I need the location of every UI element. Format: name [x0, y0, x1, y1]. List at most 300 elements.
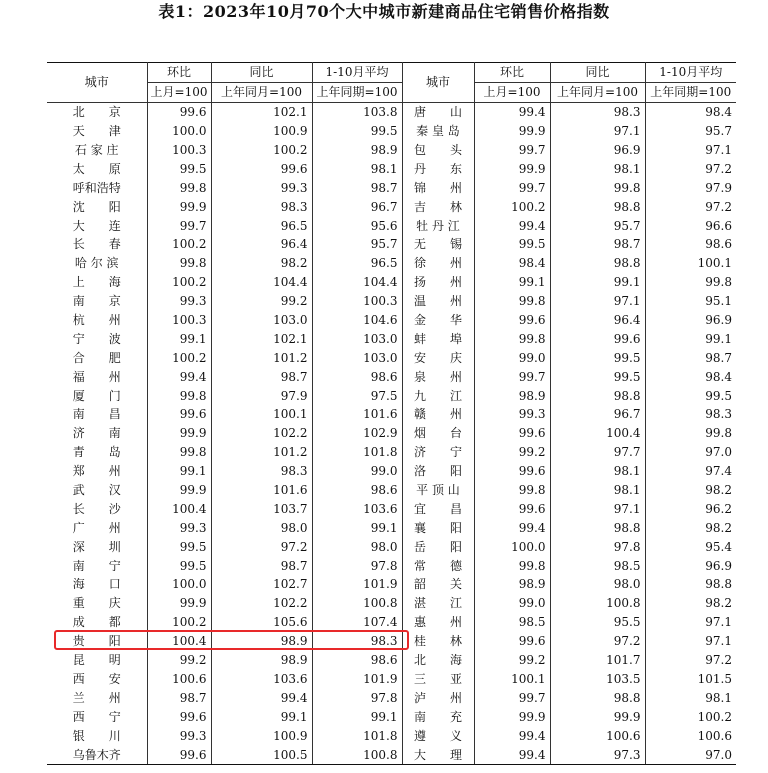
table-row [47, 254, 736, 273]
mom-value: 99.6 [474, 499, 550, 518]
yoy-value: 95.7 [550, 216, 645, 235]
table-row [47, 197, 736, 216]
avg-value: 98.4 [645, 367, 736, 386]
city-name: 昆 明 [72, 653, 121, 668]
avg-header-1: 1-10月平均 [312, 63, 402, 83]
avg-value: 101.9 [312, 670, 402, 689]
mom-value: 99.3 [474, 405, 550, 424]
avg-value: 100.8 [312, 594, 402, 613]
yoy-value: 100.5 [211, 745, 312, 764]
mom-value: 100.4 [147, 632, 211, 651]
avg-value: 100.6 [645, 726, 736, 745]
mom-value: 99.1 [474, 273, 550, 292]
avg-value: 98.7 [312, 178, 402, 197]
table-row [47, 292, 736, 311]
table-row [47, 632, 736, 651]
avg-value: 96.6 [645, 216, 736, 235]
avg-value: 102.9 [312, 424, 402, 443]
city-name: 锦 州 [402, 178, 474, 197]
avg-value: 101.6 [312, 405, 402, 424]
yoy-value: 99.2 [211, 292, 312, 311]
table-row [47, 178, 736, 197]
avg-value: 97.5 [312, 386, 402, 405]
yoy-value: 98.0 [211, 518, 312, 537]
yoy-value: 98.5 [550, 556, 645, 575]
yoy-value: 96.4 [211, 235, 312, 254]
yoy-value: 99.8 [550, 178, 645, 197]
yoy-value: 97.7 [550, 443, 645, 462]
avg-value: 97.0 [645, 745, 736, 764]
avg-value: 104.4 [312, 273, 402, 292]
city-name: 上 海 [72, 275, 121, 290]
yoy-value: 98.7 [211, 367, 312, 386]
mom-value: 99.3 [147, 292, 211, 311]
table-row [47, 273, 736, 292]
mom-value: 99.3 [147, 726, 211, 745]
yoy-value: 101.6 [211, 481, 312, 500]
yoy-value: 98.8 [550, 254, 645, 273]
avg-value: 96.5 [312, 254, 402, 273]
avg-value: 98.1 [645, 688, 736, 707]
city-name: 南 充 [402, 707, 474, 726]
avg-value: 97.2 [645, 651, 736, 670]
mom-value: 99.6 [474, 311, 550, 330]
city-name: 广 州 [72, 520, 121, 535]
yoy-value: 98.1 [550, 462, 645, 481]
mom-value: 99.9 [474, 122, 550, 141]
avg-value: 98.0 [312, 537, 402, 556]
yoy-value: 98.8 [550, 688, 645, 707]
avg-value: 96.9 [645, 556, 736, 575]
avg-value: 97.1 [645, 613, 736, 632]
avg-value: 95.6 [312, 216, 402, 235]
avg-value: 100.3 [312, 292, 402, 311]
city-name: 襄 阳 [402, 518, 474, 537]
city-name: 烟 台 [402, 424, 474, 443]
avg-value: 97.2 [645, 197, 736, 216]
table-row [47, 481, 736, 500]
city-name: 成 都 [72, 615, 121, 630]
yoy-value: 101.2 [211, 348, 312, 367]
city-name: 包 头 [402, 141, 474, 160]
avg-value: 99.1 [645, 329, 736, 348]
avg-value: 98.3 [312, 632, 402, 651]
mom-value: 99.7 [474, 367, 550, 386]
mom-value: 99.6 [147, 745, 211, 764]
city-name: 常 德 [402, 556, 474, 575]
city-name: 湛 江 [402, 594, 474, 613]
yoy-value: 102.2 [211, 594, 312, 613]
city-name: 南 宁 [72, 558, 121, 573]
yoy-base-1: 上年同月=100 [211, 82, 312, 102]
yoy-value: 97.8 [550, 537, 645, 556]
city-name: 唐 山 [402, 102, 474, 121]
yoy-value: 103.5 [550, 670, 645, 689]
yoy-value: 102.2 [211, 424, 312, 443]
city-name: 金 华 [402, 311, 474, 330]
mom-value: 99.2 [474, 443, 550, 462]
table-row [47, 594, 736, 613]
avg-value: 97.2 [645, 159, 736, 178]
city-name: 秦 皇 岛 [402, 122, 474, 141]
avg-value: 95.7 [312, 235, 402, 254]
city-name: 济 宁 [402, 443, 474, 462]
table-row [47, 537, 736, 556]
city-name: 银 川 [72, 728, 121, 743]
city-name: 呼和浩特 [72, 180, 121, 195]
yoy-value: 99.9 [550, 707, 645, 726]
mom-value: 99.8 [147, 443, 211, 462]
mom-value: 100.2 [147, 235, 211, 254]
yoy-value: 97.2 [550, 632, 645, 651]
avg-value: 100.1 [645, 254, 736, 273]
mom-value: 99.5 [474, 235, 550, 254]
table-row [47, 651, 736, 670]
table-row [47, 575, 736, 594]
yoy-value: 97.1 [550, 499, 645, 518]
table-row [47, 745, 736, 764]
mom-value: 99.7 [147, 216, 211, 235]
city-name: 安 庆 [402, 348, 474, 367]
table-row [47, 518, 736, 537]
avg-value: 104.6 [312, 311, 402, 330]
mom-value: 99.9 [147, 481, 211, 500]
city-header-2: 城市 [402, 63, 474, 103]
city-name: 西 安 [72, 671, 121, 686]
city-name: 九 江 [402, 386, 474, 405]
mom-value: 98.9 [474, 386, 550, 405]
mom-value: 99.3 [147, 518, 211, 537]
mom-value: 99.9 [474, 159, 550, 178]
city-name: 洛 阳 [402, 462, 474, 481]
yoy-value: 98.1 [550, 481, 645, 500]
yoy-value: 97.1 [550, 292, 645, 311]
city-name: 合 肥 [72, 350, 121, 365]
avg-value: 99.8 [645, 273, 736, 292]
yoy-value: 100.9 [211, 122, 312, 141]
table-row [47, 707, 736, 726]
table-row [47, 367, 736, 386]
mom-value: 100.0 [474, 537, 550, 556]
yoy-value: 102.7 [211, 575, 312, 594]
avg-value: 98.9 [312, 141, 402, 160]
mom-value: 100.0 [147, 575, 211, 594]
mom-value: 99.7 [474, 141, 550, 160]
mom-value: 99.7 [474, 688, 550, 707]
mom-value: 100.6 [147, 670, 211, 689]
yoy-value: 98.7 [211, 556, 312, 575]
mom-value: 100.2 [147, 613, 211, 632]
yoy-value: 103.0 [211, 311, 312, 330]
mom-value: 99.9 [474, 707, 550, 726]
city-name: 宜 昌 [402, 499, 474, 518]
avg-value: 97.1 [645, 141, 736, 160]
mom-value: 100.0 [147, 122, 211, 141]
mom-value: 99.9 [147, 594, 211, 613]
table-row [47, 405, 736, 424]
city-name: 牡 丹 江 [402, 216, 474, 235]
table-row [47, 424, 736, 443]
city-name: 北 海 [402, 651, 474, 670]
table-row [47, 670, 736, 689]
avg-value: 98.2 [645, 594, 736, 613]
avg-value: 100.2 [645, 707, 736, 726]
table-row [47, 386, 736, 405]
table-row [47, 688, 736, 707]
city-name: 沈 阳 [72, 199, 121, 214]
avg-value: 98.6 [312, 481, 402, 500]
yoy-value: 95.5 [550, 613, 645, 632]
avg-value: 98.4 [645, 102, 736, 121]
yoy-value: 98.8 [550, 386, 645, 405]
mom-value: 99.8 [474, 556, 550, 575]
yoy-value: 103.6 [211, 670, 312, 689]
avg-value: 99.8 [645, 424, 736, 443]
city-name: 丹 东 [402, 159, 474, 178]
yoy-value: 99.5 [550, 367, 645, 386]
yoy-value: 100.4 [550, 424, 645, 443]
table-row [47, 462, 736, 481]
mom-value: 99.4 [474, 518, 550, 537]
avg-value: 103.0 [312, 329, 402, 348]
avg-value: 101.8 [312, 443, 402, 462]
avg-value: 96.9 [645, 311, 736, 330]
table-row [47, 311, 736, 330]
city-name: 大 理 [402, 745, 474, 764]
yoy-value: 96.7 [550, 405, 645, 424]
yoy-header-1: 同比 [211, 63, 312, 83]
city-name: 福 州 [72, 369, 121, 384]
avg-base-2: 上年同期=100 [645, 82, 736, 102]
yoy-value: 97.3 [550, 745, 645, 764]
mom-header-2: 环比 [474, 63, 550, 83]
table-row [47, 556, 736, 575]
city-name: 南 昌 [72, 407, 121, 422]
mom-value: 100.3 [147, 311, 211, 330]
table-title: 表1：2023年10月70个大中城市新建商品住宅销售价格指数 [158, 2, 610, 21]
mom-value: 98.5 [474, 613, 550, 632]
yoy-value: 97.2 [211, 537, 312, 556]
avg-value: 99.5 [312, 122, 402, 141]
city-name: 西 宁 [72, 709, 121, 724]
mom-value: 99.6 [147, 405, 211, 424]
yoy-value: 96.4 [550, 311, 645, 330]
city-name: 天 津 [72, 124, 121, 139]
mom-value: 99.4 [474, 216, 550, 235]
city-name: 韶 关 [402, 575, 474, 594]
avg-value: 98.8 [645, 575, 736, 594]
avg-value: 95.7 [645, 122, 736, 141]
table-row [47, 348, 736, 367]
avg-value: 98.7 [645, 348, 736, 367]
city-name: 徐 州 [402, 254, 474, 273]
yoy-header-2: 同比 [550, 63, 645, 83]
avg-value: 98.2 [645, 481, 736, 500]
avg-value: 99.0 [312, 462, 402, 481]
city-name: 扬 州 [402, 273, 474, 292]
city-name: 海 口 [72, 577, 121, 592]
city-name: 乌鲁木齐 [47, 745, 147, 764]
city-name: 北 京 [72, 105, 121, 120]
yoy-value: 97.1 [550, 122, 645, 141]
yoy-value: 99.5 [550, 348, 645, 367]
city-name: 三 亚 [402, 670, 474, 689]
mom-value: 99.1 [147, 462, 211, 481]
yoy-value: 96.9 [550, 141, 645, 160]
mom-value: 99.2 [147, 651, 211, 670]
avg-value: 100.8 [312, 745, 402, 764]
yoy-value: 98.2 [211, 254, 312, 273]
mom-value: 100.4 [147, 499, 211, 518]
mom-value: 99.8 [147, 386, 211, 405]
mom-value: 99.5 [147, 537, 211, 556]
mom-value: 100.1 [474, 670, 550, 689]
yoy-value: 96.5 [211, 216, 312, 235]
city-name: 石 家 庄 [74, 143, 119, 157]
city-name: 无 锡 [402, 235, 474, 254]
yoy-value: 98.9 [211, 651, 312, 670]
yoy-value: 98.9 [211, 632, 312, 651]
mom-value: 99.8 [474, 329, 550, 348]
table-row [47, 141, 736, 160]
mom-value: 99.5 [147, 159, 211, 178]
yoy-value: 99.6 [211, 159, 312, 178]
city-name: 遵 义 [402, 726, 474, 745]
yoy-value: 99.6 [550, 329, 645, 348]
mom-value: 99.6 [474, 632, 550, 651]
avg-value: 95.4 [645, 537, 736, 556]
city-name: 赣 州 [402, 405, 474, 424]
mom-value: 100.2 [474, 197, 550, 216]
yoy-value: 101.2 [211, 443, 312, 462]
avg-value: 98.3 [645, 405, 736, 424]
mom-value: 98.7 [147, 688, 211, 707]
mom-value: 99.8 [147, 178, 211, 197]
avg-value: 97.8 [312, 556, 402, 575]
mom-value: 99.0 [474, 348, 550, 367]
yoy-value: 99.3 [211, 178, 312, 197]
table-row [47, 216, 736, 235]
yoy-base-2: 上年同月=100 [550, 82, 645, 102]
city-name: 深 圳 [72, 539, 121, 554]
city-name: 平 顶 山 [402, 481, 474, 500]
mom-value: 100.2 [147, 348, 211, 367]
yoy-value: 102.1 [211, 329, 312, 348]
mom-value: 99.8 [474, 481, 550, 500]
yoy-value: 98.3 [211, 462, 312, 481]
yoy-value: 100.2 [211, 141, 312, 160]
mom-value: 99.9 [147, 424, 211, 443]
yoy-value: 98.8 [550, 197, 645, 216]
yoy-value: 98.0 [550, 575, 645, 594]
table-row [47, 235, 736, 254]
city-name: 兰 州 [72, 690, 121, 705]
avg-value: 95.1 [645, 292, 736, 311]
avg-value: 97.4 [645, 462, 736, 481]
table-row [47, 102, 736, 121]
yoy-value: 102.1 [211, 102, 312, 121]
avg-value: 97.8 [312, 688, 402, 707]
mom-value: 99.6 [474, 424, 550, 443]
mom-base-2: 上月=100 [474, 82, 550, 102]
avg-value: 97.9 [645, 178, 736, 197]
avg-value: 107.4 [312, 613, 402, 632]
city-name: 哈 尔 滨 [74, 256, 119, 271]
avg-value: 103.6 [312, 499, 402, 518]
city-name: 吉 林 [402, 197, 474, 216]
mom-value: 99.4 [474, 102, 550, 121]
city-name: 大 连 [72, 218, 121, 233]
mom-value: 99.4 [474, 726, 550, 745]
avg-value: 96.2 [645, 499, 736, 518]
city-name: 宁 波 [72, 331, 121, 346]
avg-value: 101.8 [312, 726, 402, 745]
yoy-value: 99.1 [211, 707, 312, 726]
mom-base-1: 上月=100 [147, 82, 211, 102]
yoy-value: 98.1 [550, 159, 645, 178]
mom-value: 99.4 [474, 745, 550, 764]
city-name: 重 庆 [72, 596, 121, 611]
avg-base-1: 上年同期=100 [312, 82, 402, 102]
yoy-value: 99.1 [550, 273, 645, 292]
city-name: 武 汉 [72, 483, 121, 498]
yoy-value: 98.3 [211, 197, 312, 216]
avg-value: 103.0 [312, 348, 402, 367]
yoy-value: 100.8 [550, 594, 645, 613]
avg-value: 99.5 [645, 386, 736, 405]
mom-value: 100.3 [147, 141, 211, 160]
yoy-value: 105.6 [211, 613, 312, 632]
city-name: 长 沙 [72, 501, 121, 516]
city-name: 济 南 [72, 426, 121, 441]
yoy-value: 101.7 [550, 651, 645, 670]
mom-value: 100.2 [147, 273, 211, 292]
table-row [47, 329, 736, 348]
yoy-value: 100.6 [550, 726, 645, 745]
city-header-1: 城市 [47, 63, 147, 103]
avg-value: 98.1 [312, 159, 402, 178]
avg-value: 101.5 [645, 670, 736, 689]
table-row [47, 726, 736, 745]
avg-value: 98.6 [645, 235, 736, 254]
table-row [47, 159, 736, 178]
city-name: 桂 林 [402, 632, 474, 651]
avg-value: 97.0 [645, 443, 736, 462]
city-name: 杭 州 [72, 313, 121, 328]
mom-value: 99.5 [147, 556, 211, 575]
avg-value: 98.6 [312, 651, 402, 670]
city-name: 泉 州 [402, 367, 474, 386]
table-row [47, 499, 736, 518]
yoy-value: 98.7 [550, 235, 645, 254]
city-name: 惠 州 [402, 613, 474, 632]
table-row [47, 122, 736, 141]
yoy-value: 99.4 [211, 688, 312, 707]
mom-value: 99.8 [147, 254, 211, 273]
city-name: 厦 门 [72, 388, 121, 403]
city-name: 岳 阳 [402, 537, 474, 556]
mom-value: 99.7 [474, 178, 550, 197]
mom-value: 98.9 [474, 575, 550, 594]
price-index-table [47, 62, 736, 765]
avg-value: 96.7 [312, 197, 402, 216]
city-name: 温 州 [402, 292, 474, 311]
yoy-value: 103.7 [211, 499, 312, 518]
yoy-value: 98.8 [550, 518, 645, 537]
mom-value: 99.8 [474, 292, 550, 311]
avg-header-2: 1-10月平均 [645, 63, 736, 83]
avg-value: 97.1 [645, 632, 736, 651]
